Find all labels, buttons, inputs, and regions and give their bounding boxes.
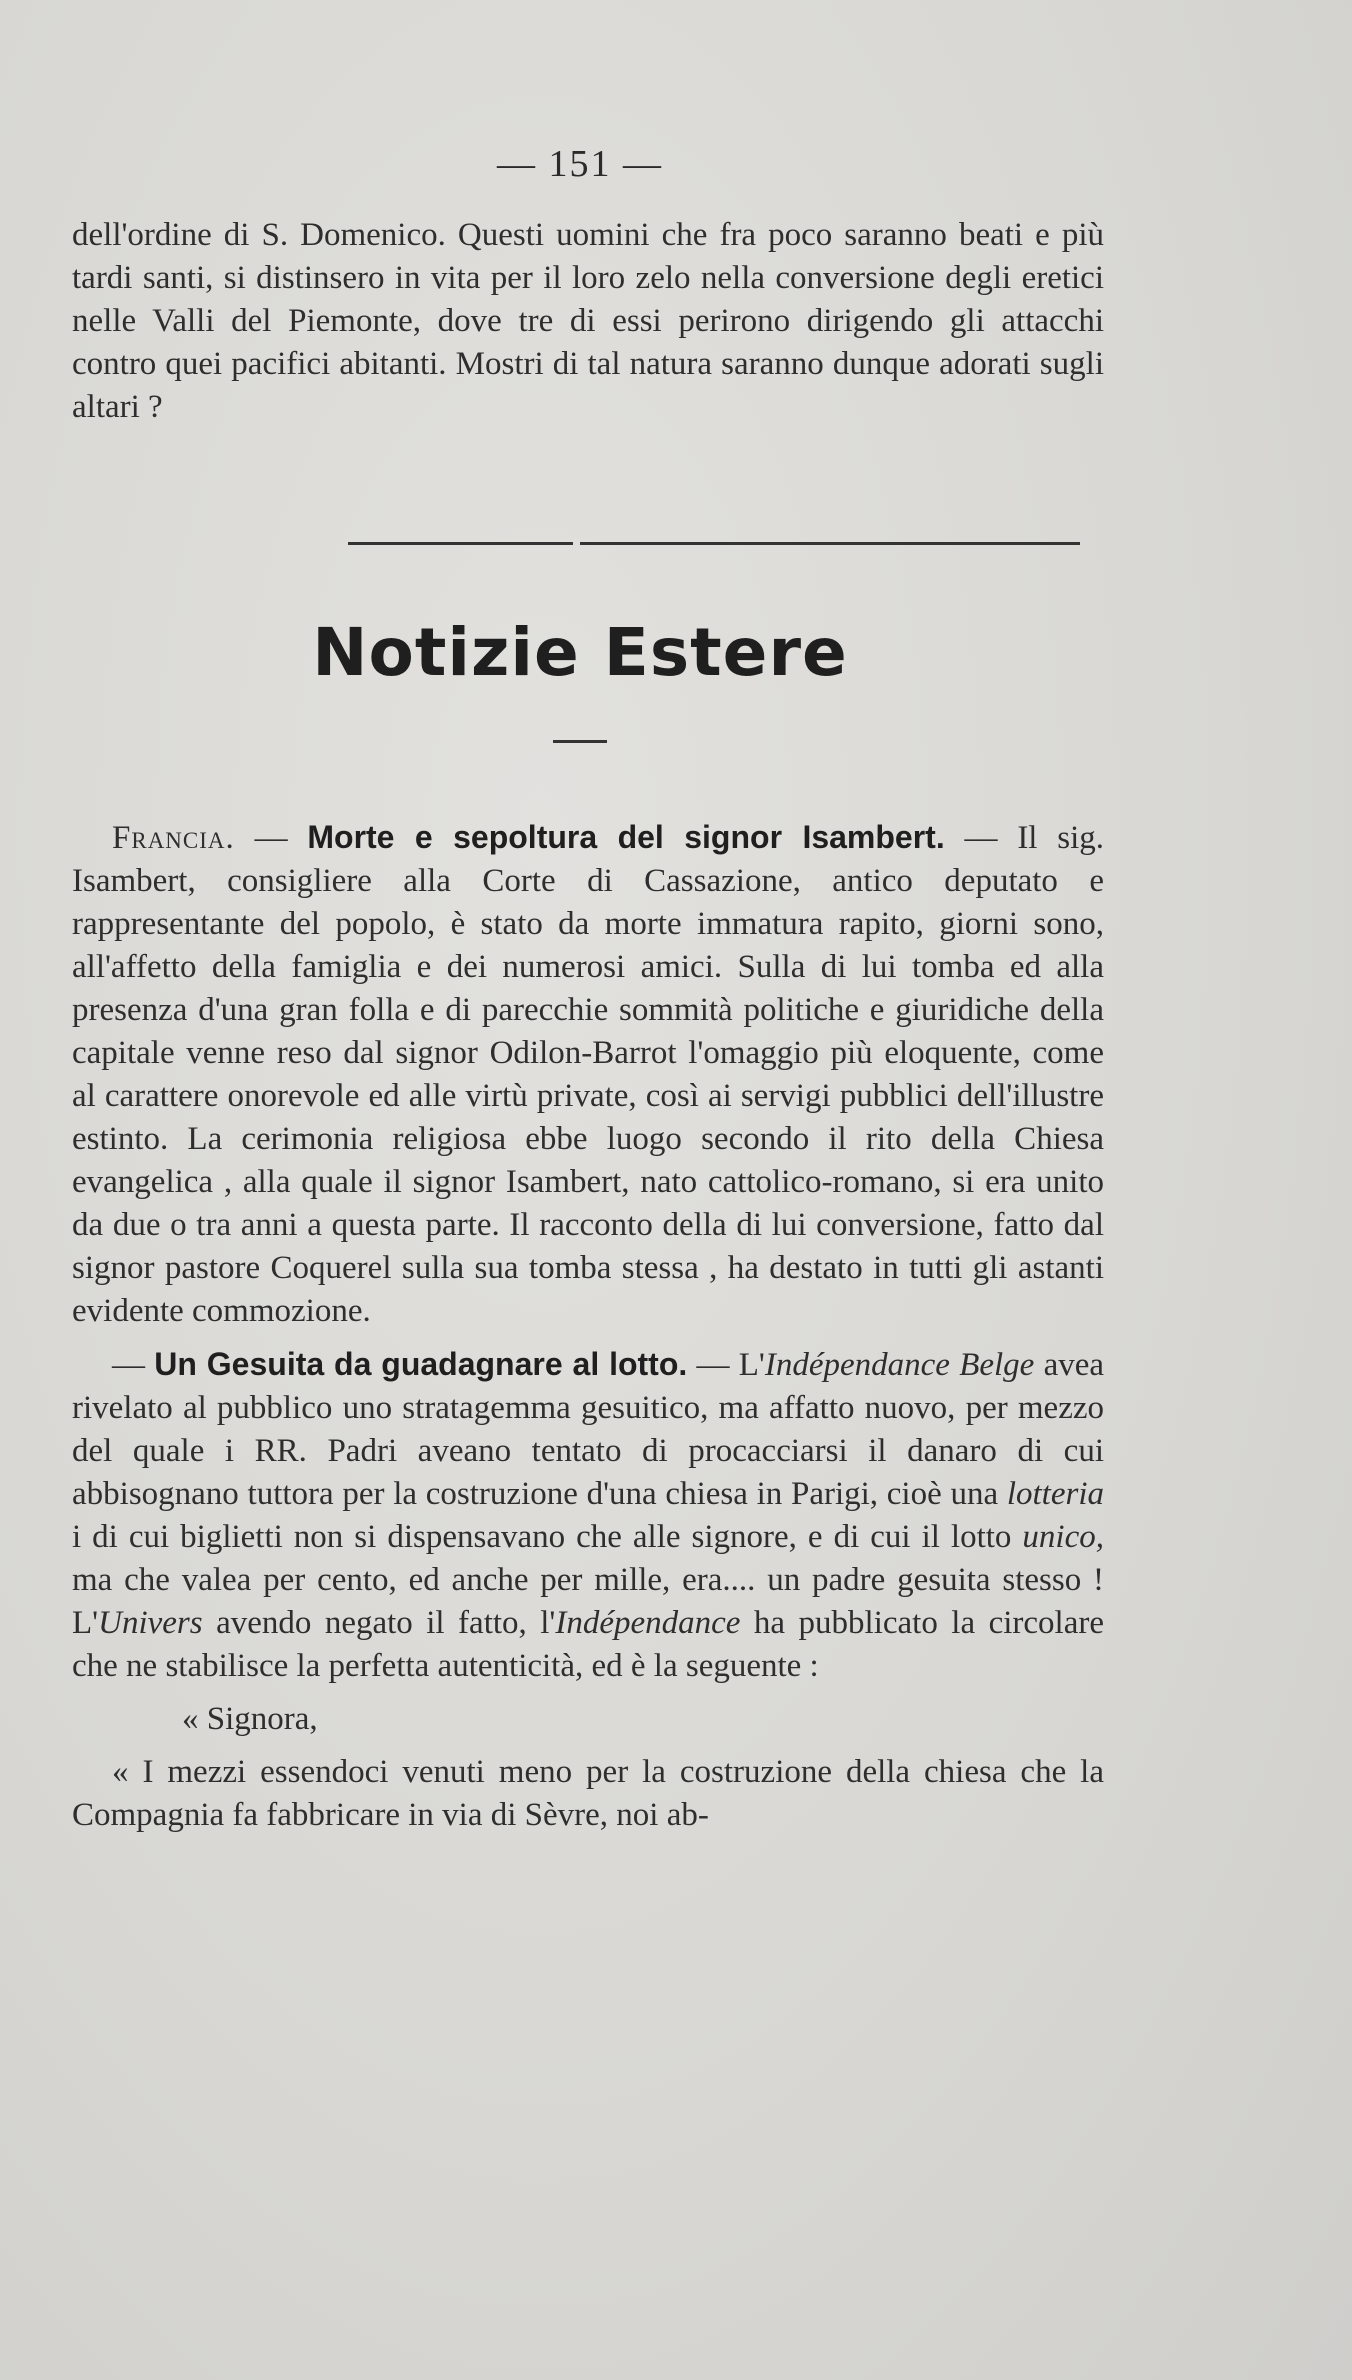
news-body (72, 816, 1104, 1837)
article-country: Francia. (112, 820, 235, 856)
journal-name: Indépendance Belge (764, 1347, 1035, 1383)
section-rule-right (580, 542, 1080, 545)
article-dash: — (944, 820, 1018, 856)
letter-text: « I mezzi essendoci venuti meno per la costruzione della chiesa che la Compagnia fa fabbricare in via di Sèvre, noi ab- (72, 1754, 1104, 1833)
article-text: Il sig. Isambert, consigliere alla Corte di Cassazione, antico deputato e rappresentante del popolo, è stato da morte immatura rapito, giorni sono, all'affetto della famiglia e dei numerosi amici. Sulla di lui tomba ed alla presenza d'una gran folla e di parecchie sommità politiche e giuridiche della capitale venne reso dal signor Odilon-Barrot l'omaggio più eloquente, come al carattere onorevole ed alle virtù private, così ai servigi pubblici dell'illustre estinto. La cerimonia religiosa ebbe luogo secondo il rito della Chiesa evangelica , alla quale il signor Isambert, nato cattolico-romano, si era unito da due o tra anni a questa parte. Il racconto della di lui conversione, fatto dal signor pastore Coquerel sulla sua tomba stessa , ha destato in tutti gli astanti evidente commozione. (72, 820, 1105, 1329)
section-title: Notizie Estere (312, 614, 848, 691)
section-rule-left (348, 542, 573, 545)
article-dash: — (112, 1347, 155, 1383)
intro-paragraph: dell'ordine di S. Domenico. Questi uomini che fra poco saranno beati e più tardi santi, si distinsero in vita per il loro zelo nella conversione degli eretici nelle Valli del Piemonte, dove tre di essi perirono dirigendo gli attacchi contro quei pacifici abitanti. Mostri di tal natura saranno dunque adorati sugli altari ? (72, 217, 1104, 425)
article-text: L' (738, 1347, 765, 1383)
article-headline: Un Gesuita da guadagnare al lotto. (154, 1346, 688, 1382)
article-headline: Morte e sepoltura del signor Isambert. (307, 819, 945, 855)
letter-salutation: « Signora, (182, 1701, 318, 1737)
italic-term: unico, (1022, 1519, 1104, 1555)
italic-term: lotteria (1006, 1476, 1104, 1512)
article-dash: — (687, 1347, 739, 1383)
article-gesuita (72, 1343, 1104, 1688)
article-text: i di cui biglietti non si dispensavano che alle signore, e di cui il lotto (72, 1519, 1023, 1555)
title-underline (553, 740, 607, 743)
intro-paragraph-block (72, 214, 1104, 429)
article-text: ma che valea per cento, ed anche per mille, era.... un padre gesuita stesso ! L' (72, 1562, 1104, 1641)
article-text: ha pubblicato la circolare che ne stabilisce la perfetta autenticità, ed è la seguente : (72, 1605, 1104, 1684)
article-text: avea rivelato al pubblico uno stratagemma gesuitico, ma affatto nuovo, per mezzo del quale i RR. Padri aveano tentato di procacciarsi il danaro di cui abbisognano tuttora per la costruzione d'una chiesa in Parigi, cioè una (72, 1347, 1105, 1512)
article-francia (72, 816, 1104, 1333)
article-text: avendo negato il fatto, l' (202, 1605, 556, 1641)
page-number: — 151 — (497, 143, 663, 185)
article-dash: — (234, 820, 308, 856)
journal-name: Univers (98, 1605, 203, 1641)
journal-name: Indépendance (555, 1605, 741, 1641)
